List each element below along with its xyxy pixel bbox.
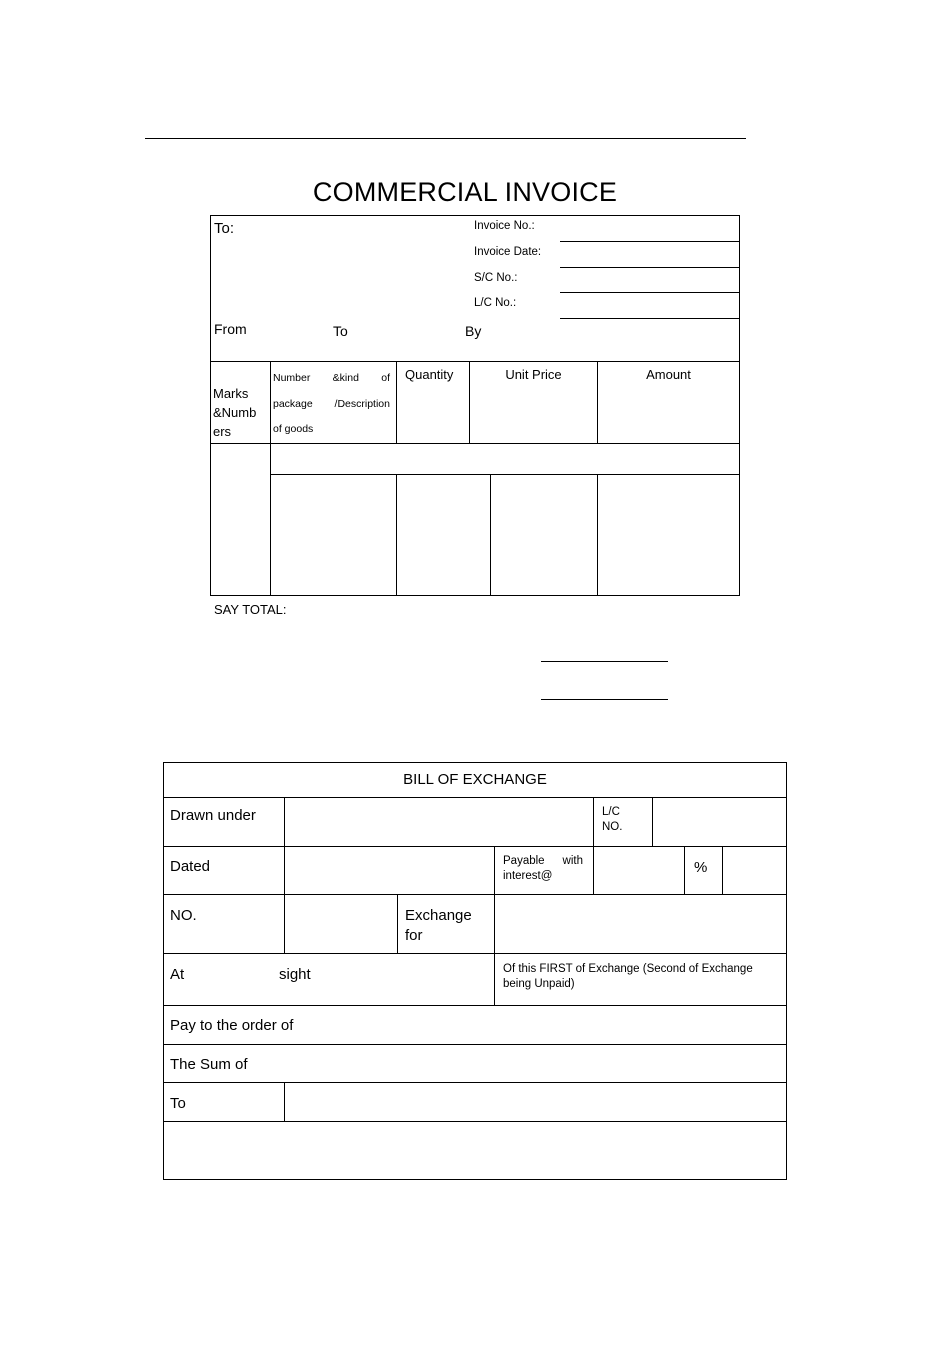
invoice-date-label: Invoice Date: <box>474 246 542 258</box>
bill-to-label: To <box>170 1095 186 1112</box>
bill-col-divider <box>284 1082 285 1121</box>
marks-header-line: Marks <box>213 386 249 401</box>
header-divider <box>210 361 740 362</box>
percent-label: % <box>694 859 708 876</box>
by-label: By <box>465 323 482 339</box>
invoice-date-field[interactable] <box>560 267 739 268</box>
bill-col-divider <box>494 894 495 953</box>
description-header <box>273 366 390 443</box>
drawn-under-label: Drawn under <box>170 807 256 824</box>
unit-price-header: Unit Price <box>505 367 562 382</box>
description-header-line: Number &kind of <box>273 372 390 384</box>
first-of-exchange-line: being Unpaid) <box>503 978 575 990</box>
col-divider <box>490 474 491 596</box>
bill-col-divider <box>284 846 285 894</box>
bill-row-divider <box>163 894 787 895</box>
bill-row-divider <box>163 846 787 847</box>
bill-row-divider <box>163 797 787 798</box>
payable-label-line: interest@ <box>503 870 553 882</box>
bill-col-divider <box>397 894 398 953</box>
bill-col-divider <box>593 797 594 846</box>
dated-label: Dated <box>170 858 211 875</box>
bill-row-divider <box>163 1005 787 1006</box>
col-divider <box>396 474 397 596</box>
bill-row-divider <box>163 1044 787 1045</box>
bill-row-divider <box>163 1121 787 1122</box>
body-row-divider <box>270 474 740 475</box>
bill-col-divider <box>593 846 594 894</box>
bill-col-divider <box>652 797 653 846</box>
no-label: NO. <box>170 907 197 924</box>
from-label: From <box>214 321 247 337</box>
quantity-header: Quantity <box>405 367 454 382</box>
bill-col-divider <box>494 953 495 1005</box>
amount-header: Amount <box>646 367 691 382</box>
lc-no-field[interactable] <box>560 318 739 319</box>
sc-no-field[interactable] <box>560 292 739 293</box>
invoice-no-label: Invoice No.: <box>474 220 535 232</box>
top-rule <box>145 138 746 139</box>
invoice-no-field[interactable] <box>560 241 739 242</box>
marks-header-line: ers <box>213 424 232 439</box>
exchange-for-line: Exchange <box>405 907 472 924</box>
invoice-title: COMMERCIAL INVOICE <box>312 177 618 207</box>
sum-of-label: The Sum of <box>170 1056 248 1073</box>
bill-row-divider <box>163 953 787 954</box>
bill-col-divider <box>494 846 495 894</box>
exchange-for-label <box>405 906 472 946</box>
at-label: At <box>170 966 185 983</box>
col-divider <box>597 474 598 596</box>
first-of-exchange-text <box>503 962 753 992</box>
col-divider <box>396 361 397 444</box>
sight-label: sight <box>279 966 311 983</box>
bill-col-divider <box>284 797 285 846</box>
pay-to-order-label: Pay to the order of <box>170 1017 294 1034</box>
description-header-line: of goods <box>273 423 314 435</box>
signature-line[interactable] <box>541 661 668 662</box>
description-header-line: package /Description <box>273 397 390 410</box>
bill-title: BILL OF EXCHANGE <box>403 771 547 788</box>
marks-header <box>213 384 256 441</box>
sc-no-label: S/C No.: <box>474 272 518 284</box>
column-header-divider <box>210 443 740 444</box>
say-total-label: SAY TOTAL: <box>214 602 287 617</box>
lc-no-bill-line: L/C <box>602 806 620 818</box>
exchange-for-line: for <box>405 927 423 944</box>
bill-col-divider <box>722 846 723 894</box>
bill-col-divider <box>284 894 285 953</box>
route-to-label: To <box>333 323 348 339</box>
marks-header-line: &Numb <box>213 405 257 420</box>
bill-row-divider <box>163 1082 787 1083</box>
signature-line[interactable] <box>541 699 668 700</box>
lc-no-label: L/C No.: <box>474 297 517 309</box>
bill-col-divider <box>684 846 685 894</box>
first-of-exchange-line: Of this FIRST of Exchange (Second of Exchange <box>503 963 753 975</box>
lc-no-bill-label <box>602 805 622 835</box>
lc-no-bill-line: NO. <box>602 821 623 833</box>
to-label: To: <box>214 220 235 237</box>
col-divider <box>270 361 271 596</box>
payable-with-interest-label <box>503 854 583 884</box>
payable-label-line: Payable with <box>503 855 583 867</box>
